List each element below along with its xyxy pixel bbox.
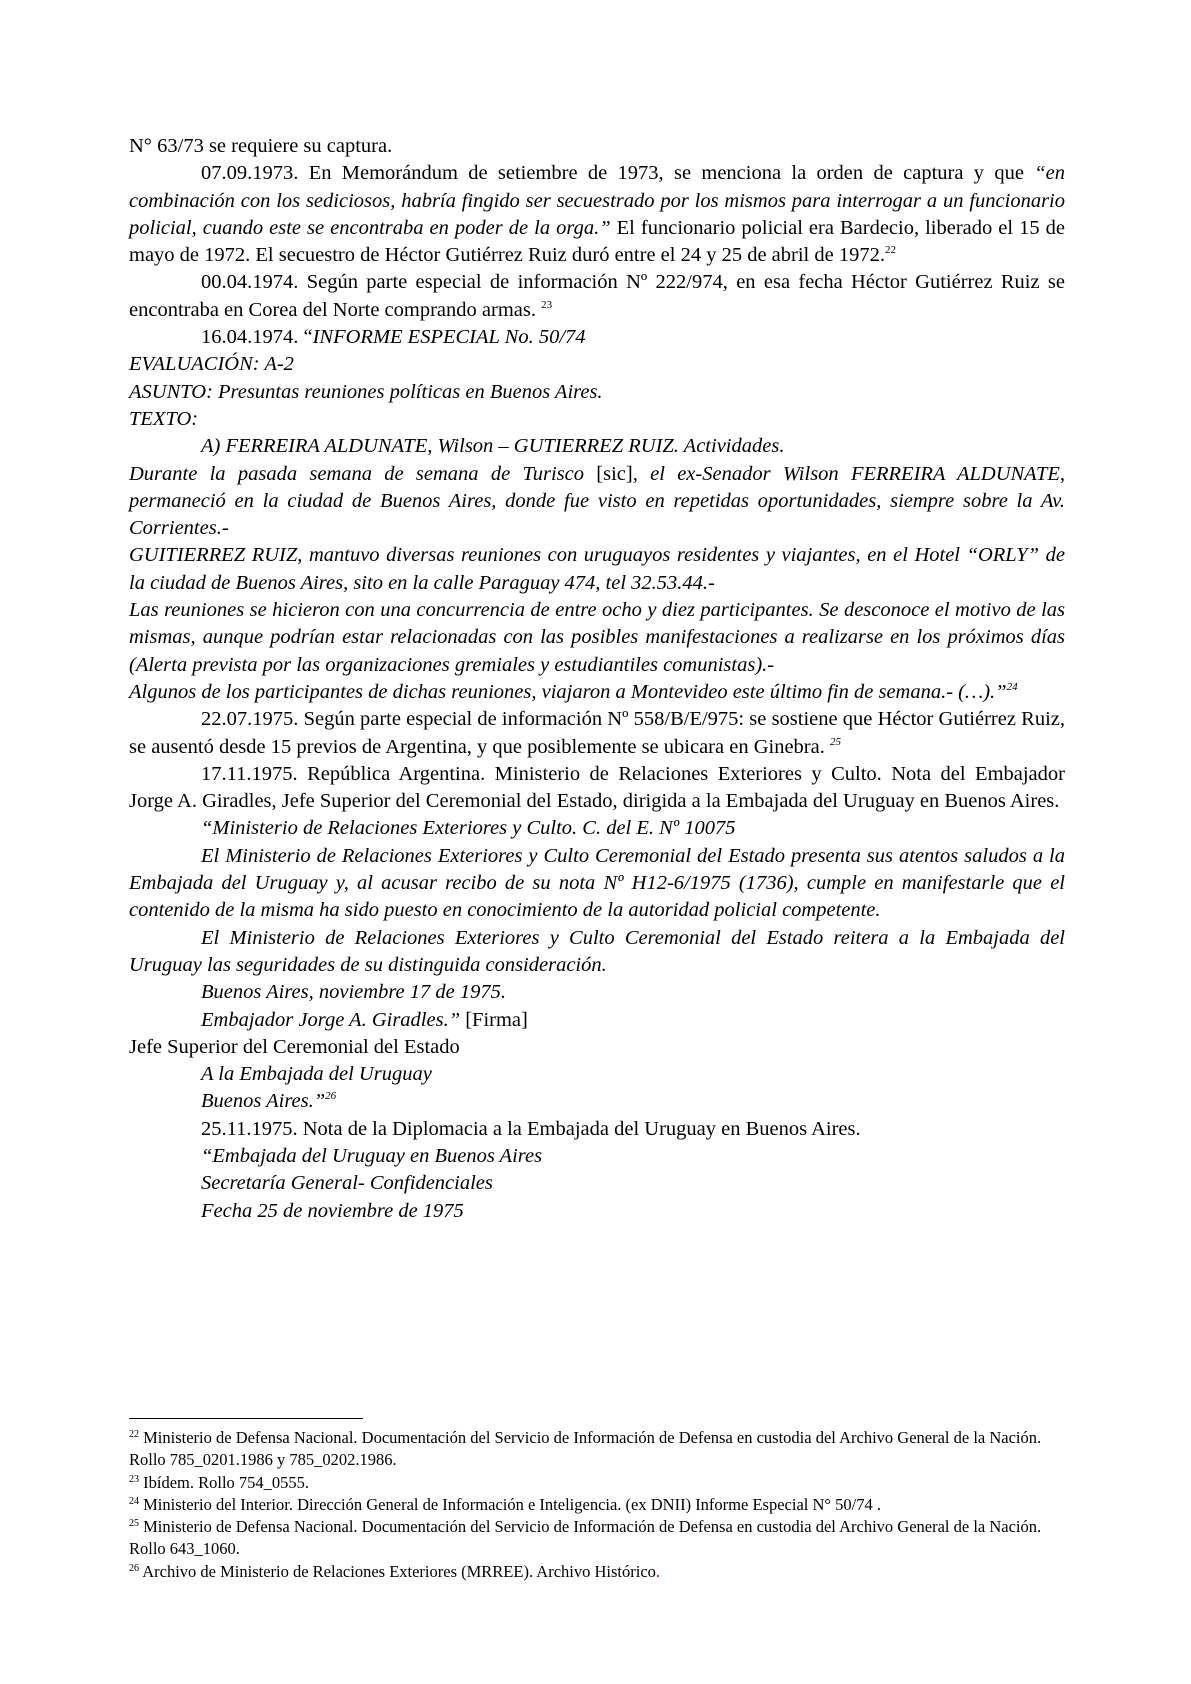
paragraph: El Ministerio de Relaciones Exteriores y Culto Ceremonial del Estado presenta sus atentos saludos a la Embajada del Uruguay y, al acusar recibo de su nota Nº H12-6/1975 (1736), cumple en manifestarle que el contenido de la misma ha sido puesto en conocimiento de la autoridad policial competente. xyxy=(129,844,1065,922)
letter-date: Fecha 25 de noviembre de 1975 xyxy=(201,1199,464,1222)
paragraph: 17.11.1975. República Argentina. Ministerio de Relaciones Exteriores y Culto. Nota del Embajador Jorge A. Giradles, Jefe Superior del Ceremonial del Estado, dirigida a la Embajada del Uruguay en Buenos Aires. xyxy=(129,762,1065,813)
signature-line: Embajador Jorge A. Giradles.” [Firma] xyxy=(201,1008,528,1031)
sic-note: [sic] xyxy=(596,462,633,485)
report-title: INFORME ESPECIAL No. 50/74 xyxy=(312,326,586,349)
section-heading: A) FERREIRA ALDUNATE, Wilson – GUTIERREZ RUIZ. Actividades. xyxy=(201,435,785,458)
paragraph: “Ministerio de Relaciones Exteriores y Culto. C. del E. Nº 10075 xyxy=(201,817,736,840)
paragraph: El Ministerio de Relaciones Exteriores y Culto Ceremonial del Estado reitera a la Embajada del Uruguay las seguridades de su distinguida consideración. xyxy=(129,926,1065,976)
footnote: $^{25}$ Ministerio de Defensa Nacional. Documentación del Servicio de Información de Defensa en custodia del Archivo General de la Nación. Rollo 643_1060. xyxy=(129,1517,1042,1559)
footnote-ref: 22 xyxy=(884,244,896,257)
paragraph: Durante la pasada semana de semana de Turisco [sic], el ex-Senador Wilson FERREIRA ALDUNATE, permaneció en la ciudad de Buenos Aires, donde fue visto en repetidas oportunidades, siempre sobre la Av. Corrientes.- xyxy=(129,462,1065,540)
paragraph: 25.11.1975. Nota de la Diplomacia a la Embajada del Uruguay en Buenos Aires. xyxy=(201,1117,861,1140)
paragraph: Buenos Aires, noviembre 17 de 1975. xyxy=(201,981,506,1004)
paragraph: 22.07.1975. Según parte especial de información Nº 558/B/E/975: se sostiene que Héctor Gutiérrez Ruiz, se ausentó desde 15 previos de Argentina, y que posiblemente se ubicara en Ginebra. $^{25}$ xyxy=(129,708,1065,758)
paragraph: 00.04.1974. Según parte especial de información Nº 222/974, en esa fecha Héctor Gutiérrez Ruiz se encontraba en Corea del Norte comprando armas. $^{23}$ xyxy=(129,271,1065,321)
footnote-ref: 25 xyxy=(829,735,841,748)
footnote: $^{23}$ Ibídem. Rollo 754_0555. xyxy=(129,1472,310,1492)
evaluation-line: EVALUACIÓN: A-2 xyxy=(129,353,294,376)
paragraph: GUITIERREZ RUIZ, mantuvo diversas reuniones con uruguayos residentes y viajantes, en el Hotel “ORLY” de la ciudad de Buenos Aires, sito en la calle Paraguay 474, tel 32.53.44.- xyxy=(129,544,1065,594)
subject-line: ASUNTO: Presuntas reuniones políticas en Buenos Aires. xyxy=(129,380,603,403)
footnotes xyxy=(129,1427,1065,1583)
letter-header: “Embajada del Uruguay en Buenos Aires xyxy=(201,1144,543,1167)
letter-header: Secretaría General- Confidenciales xyxy=(201,1172,493,1195)
footnote: $^{24}$ Ministerio del Interior. Dirección General de Información e Inteligencia. (ex DNII) Informe Especial N° 50/74 . xyxy=(129,1494,881,1514)
body-text xyxy=(129,133,1065,1225)
footnote: $^{22}$ Ministerio de Defensa Nacional. Documentación del Servicio de Información de Defensa en custodia del Archivo General de la Nación. Rollo 785_0201.1986 y 785_0202.1986. xyxy=(129,1428,1042,1470)
quote: “en combinación con los sediciosos, habría fingido ser secuestrado por los mismos para interrogar a un funcionario policial, cuando este se encontraba en poder de la orga.” xyxy=(129,162,1065,239)
paragraph: Las reuniones se hicieron con una concurrencia de entre ocho y diez participantes. Se desconoce el motivo de las mismas, aunque podrían estar relacionadas con las posibles manifestaciones a realizarse en los próximos días (Alerta prevista por las organizaciones gremiales y estudiantiles comunistas).- xyxy=(129,599,1065,676)
paragraph: Algunos de los participantes de dichas reuniones, viajaron a Montevideo este último fin de semana.- (…).”$^{24}$ xyxy=(129,680,1018,703)
footnote-separator xyxy=(129,1418,363,1419)
address-line: A la Embajada del Uruguay xyxy=(201,1063,432,1086)
signature-title: Jefe Superior del Ceremonial del Estado xyxy=(129,1035,460,1058)
paragraph: N° 63/73 se requiere su captura. xyxy=(129,135,393,157)
address-line: Buenos Aires.”$^{26}$ xyxy=(201,1090,337,1113)
footnote: $^{26}$ Archivo de Ministerio de Relaciones Exteriores (MRREE). Archivo Histórico. xyxy=(129,1561,661,1581)
footnote-ref: 24 xyxy=(1006,680,1018,693)
text-label: TEXTO: xyxy=(129,407,199,430)
footnote-ref: 23 xyxy=(541,298,553,311)
paragraph: 16.04.1974. “INFORME ESPECIAL No. 50/74 xyxy=(201,326,586,349)
paragraph: 07.09.1973. En Memorándum de setiembre de 1973, se menciona la orden de captura y que “en combinación con los sediciosos, habría fingido ser secuestrado por los mismos para interrogar a un funcionario policial, cuando este se encontraba en poder de la orga.” El funcionario policial era Bardecio, liberado el 15 de mayo de 1972. El secuestro de Héctor Gutiérrez Ruiz duró entre el 24 y 25 de abril de 1972.22 xyxy=(129,162,1065,267)
footnote-ref: 26 xyxy=(325,1090,337,1103)
